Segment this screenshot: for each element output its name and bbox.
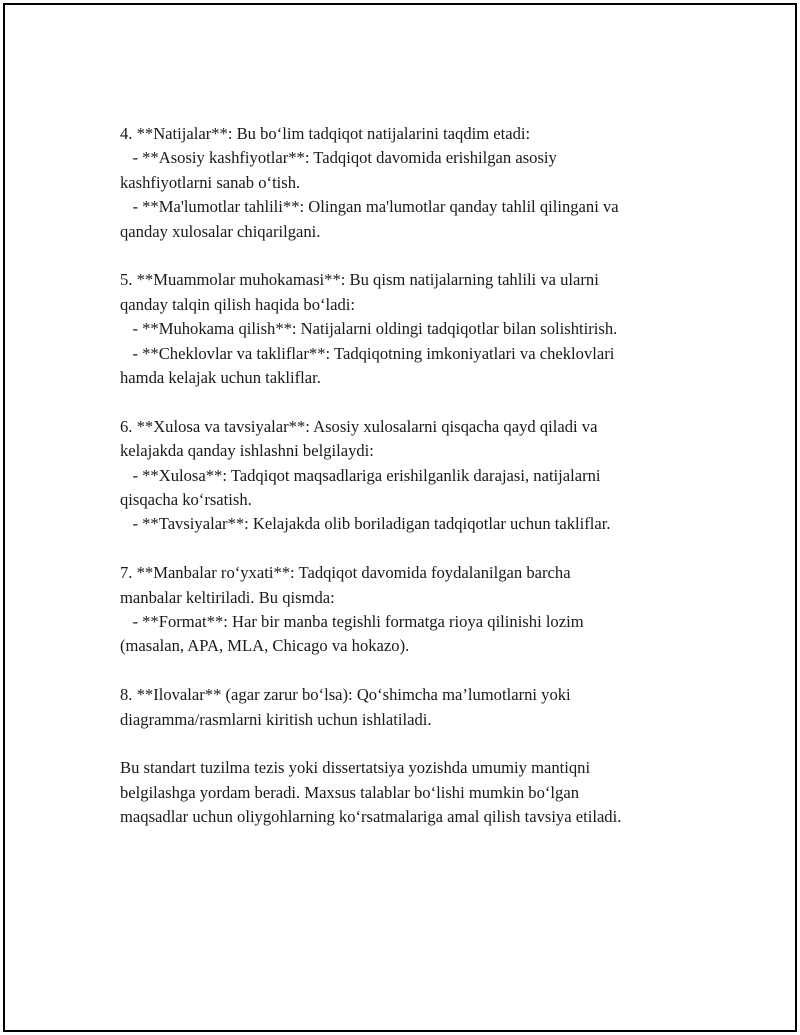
- text-line: - **Asosiy kashfiyotlar**: Tadqiqot davomida erishilgan asosiy: [120, 148, 557, 168]
- text-line: maqsadlar uchun oliygohlarning ko‘rsatmalariga amal qilish tavsiya etiladi.: [120, 807, 622, 827]
- section-ilovalar: [120, 683, 700, 732]
- text-line: 7. **Manbalar ro‘yxati**: Tadqiqot davomida foydalanilgan barcha: [120, 563, 571, 583]
- text-line: qanday talqin qilish haqida bo‘ladi:: [120, 294, 356, 314]
- text-line: 8. **Ilovalar** (agar zarur bo‘lsa): Qo‘shimcha ma’lumotlarni yoki: [120, 685, 571, 705]
- text-line: hamda kelajak uchun takliflar.: [120, 368, 321, 388]
- section-xulosa-va-tavsiyalar: [120, 415, 700, 537]
- text-line: - **Xulosa**: Tadqiqot maqsadlariga erishilganlik darajasi, natijalarni: [120, 465, 601, 485]
- text-line: manbalar keltiriladi. Bu qismda:: [120, 587, 335, 607]
- text-line: diagramma/rasmlarni kiritish uchun ishlatiladi.: [120, 709, 432, 729]
- text-line: - **Tavsiyalar**: Kelajakda olib boriladigan tadqiqotlar uchun takliflar.: [120, 514, 611, 534]
- text-line: - **Muhokama qilish**: Natijalarni oldingi tadqiqotlar bilan solishtirish.: [120, 319, 618, 339]
- text-line: - **Cheklovlar va takliflar**: Tadqiqotning imkoniyatlari va cheklovlari: [120, 343, 615, 363]
- text-line: qisqacha ko‘rsatish.: [120, 490, 252, 510]
- text-line: Bu standart tuzilma tezis yoki dissertatsiya yozishda umumiy mantiqni: [120, 758, 591, 778]
- section-natijalar: [120, 122, 700, 244]
- text-line: 4. **Natijalar**: Bu bo‘lim tadqiqot natijalarini taqdim etadi:: [120, 124, 531, 143]
- document-body: [120, 122, 700, 854]
- text-line: belgilashga yordam beradi. Maxsus talablar bo‘lishi mumkin bo‘lgan: [120, 782, 579, 802]
- text-line: 5. **Muammolar muhokamasi**: Bu qism natijalarning tahlili va ularni: [120, 270, 599, 290]
- text-line: kashfiyotlarni sanab o‘tish.: [120, 172, 301, 192]
- section-manbalar-royxati: [120, 561, 700, 659]
- text-line: - **Format**: Har bir manba tegishli formatga rioya qilinishi lozim: [120, 612, 584, 632]
- section-muammolar-muhokamasi: [120, 268, 700, 390]
- conclusion-paragraph: [120, 756, 700, 829]
- text-line: 6. **Xulosa va tavsiyalar**: Asosiy xulosalarni qisqacha qayd qiladi va: [120, 416, 598, 436]
- document-page: [3, 3, 797, 1032]
- text-line: qanday xulosalar chiqarilgani.: [120, 221, 321, 241]
- text-line: kelajakda qanday ishlashni belgilaydi:: [120, 441, 374, 461]
- text-line: - **Ma'lumotlar tahlili**: Olingan ma'lumotlar qanday tahlil qilingani va: [120, 197, 619, 217]
- text-line: (masalan, APA, MLA, Chicago va hokazo).: [120, 636, 410, 656]
